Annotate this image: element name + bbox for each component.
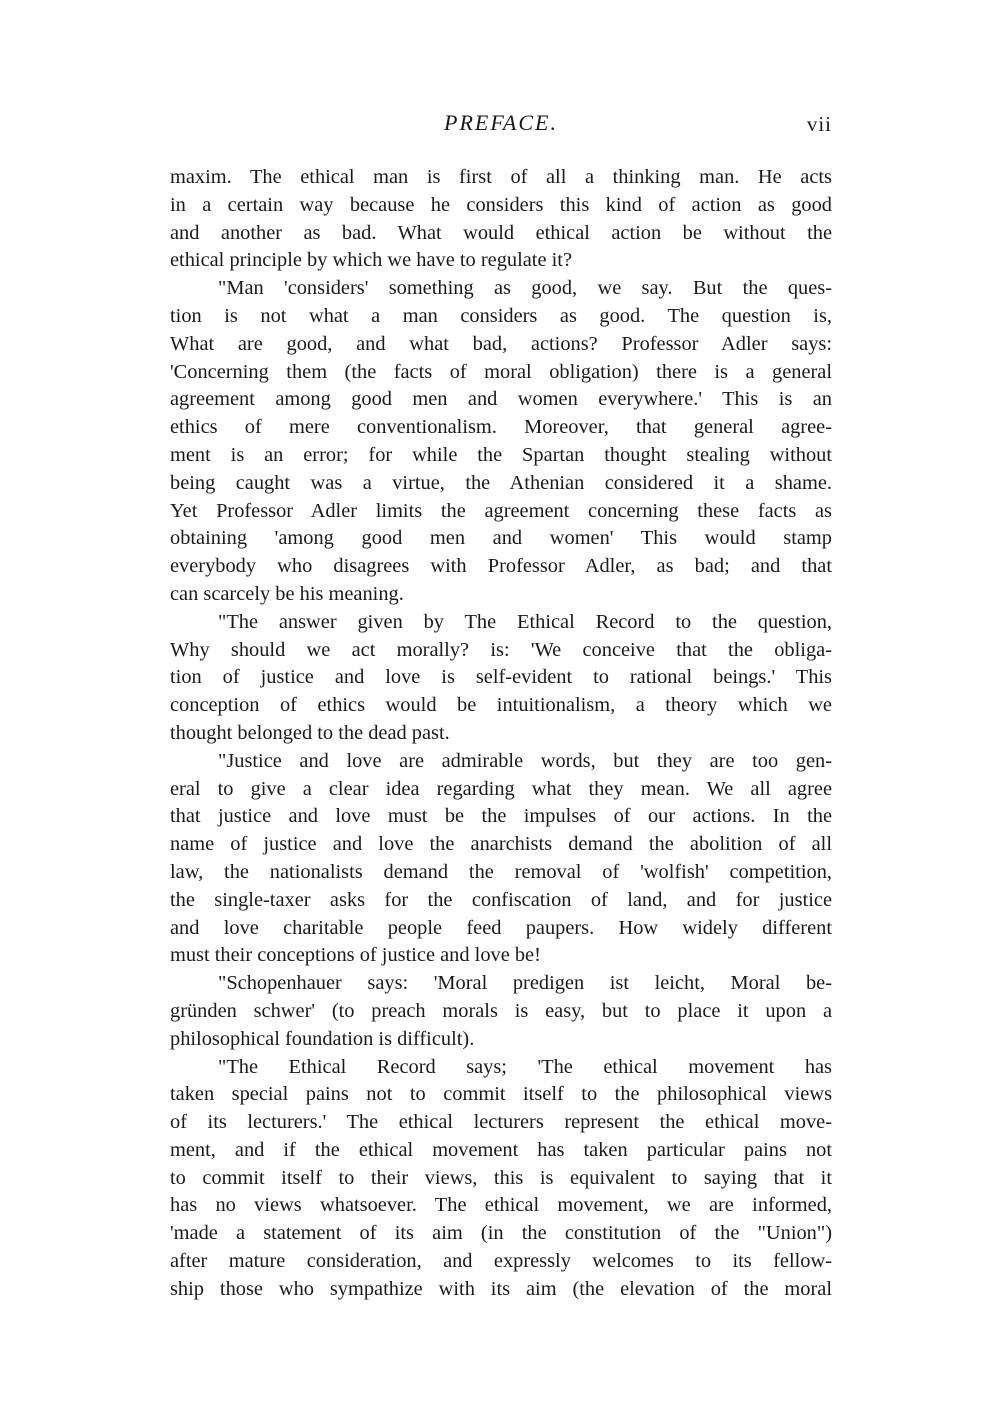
text-line: "Man 'considers' something as good, we say. But the ques- bbox=[218, 277, 832, 300]
text-line: thought belonged to the dead past. bbox=[170, 721, 450, 744]
text-line: ship those who sympathize with its aim (the elevation of the moral bbox=[170, 1277, 832, 1300]
text-line: obtaining 'among good men and women' This would stamp bbox=[170, 527, 832, 550]
text-line: can scarcely be his meaning. bbox=[170, 582, 404, 605]
text-line: ethical principle by which we have to regulate it? bbox=[170, 249, 572, 272]
text-line: name of justice and love the anarchists demand the abolition of all bbox=[170, 833, 832, 856]
text-line: of its lecturers.' The ethical lecturers represent the ethical move- bbox=[170, 1111, 832, 1134]
paragraph bbox=[170, 1054, 832, 1304]
paragraph bbox=[170, 164, 832, 275]
text-line: to commit itself to their views, this is equivalent to saying that it bbox=[170, 1166, 832, 1189]
body-text bbox=[170, 164, 832, 1304]
text-line: Why should we act morally? is: 'We conceive that the obliga- bbox=[170, 638, 832, 661]
text-line: and another as bad. What would ethical action be without the bbox=[170, 221, 832, 244]
text-line: "The answer given by The Ethical Record to the question, bbox=[218, 610, 832, 633]
text-line: What are good, and what bad, actions? Professor Adler says: bbox=[170, 332, 832, 355]
text-line: taken special pains not to commit itself to the philosophical views bbox=[170, 1083, 832, 1106]
paragraph bbox=[170, 748, 832, 970]
text-line: tion of justice and love is self-evident to rational beings.' This bbox=[170, 666, 832, 689]
running-header bbox=[170, 108, 832, 142]
text-line: must their conceptions of justice and love be! bbox=[170, 944, 541, 967]
text-line: and love charitable people feed paupers. How widely different bbox=[170, 916, 832, 939]
text-line: has no views whatsoever. The ethical movement, we are informed, bbox=[170, 1194, 832, 1217]
text-line: in a certain way because he considers this kind of action as good bbox=[170, 193, 832, 216]
text-line: being caught was a virtue, the Athenian considered it a shame. bbox=[170, 471, 832, 494]
text-line: ethics of mere conventionalism. Moreover, that general agree- bbox=[170, 416, 832, 439]
text-line: "Schopenhauer says: 'Moral predigen ist leicht, Moral be- bbox=[218, 972, 832, 995]
paragraph bbox=[170, 609, 832, 748]
text-line: everybody who disagrees with Professor Adler, as bad; and that bbox=[170, 555, 832, 578]
text-line: maxim. The ethical man is first of all a thinking man. He acts bbox=[170, 166, 832, 188]
text-line: philosophical foundation is difficult). bbox=[170, 1027, 475, 1050]
text-line: conception of ethics would be intuitionalism, a theory which we bbox=[170, 694, 832, 717]
page-number: vii bbox=[806, 112, 832, 136]
text-line: gründen schwer' (to preach morals is easy, but to place it upon a bbox=[170, 999, 832, 1022]
running-title: PREFACE. bbox=[444, 110, 558, 135]
text-line: ment, and if the ethical movement has taken particular pains not bbox=[170, 1138, 832, 1161]
text-line: 'made a statement of its aim (in the constitution of the "Union") bbox=[170, 1222, 832, 1245]
text-line: the single-taxer asks for the confiscation of land, and for justice bbox=[170, 888, 832, 911]
text-line: Yet Professor Adler limits the agreement concerning these facts as bbox=[170, 499, 832, 522]
text-line: "Justice and love are admirable words, but they are too gen- bbox=[218, 749, 832, 772]
text-line: "The Ethical Record says; 'The ethical movement has bbox=[218, 1055, 832, 1078]
text-line: law, the nationalists demand the removal of 'wolfish' competition, bbox=[170, 860, 832, 883]
text-line: eral to give a clear idea regarding what they mean. We all agree bbox=[170, 777, 832, 800]
paragraph bbox=[170, 275, 832, 609]
paragraph bbox=[170, 970, 832, 1053]
text-line: 'Concerning them (the facts of moral obligation) there is a general bbox=[170, 360, 832, 383]
text-line: ment is an error; for while the Spartan thought stealing without bbox=[170, 443, 832, 466]
text-line: agreement among good men and women everywhere.' This is an bbox=[170, 388, 832, 411]
text-line: that justice and love must be the impulses of our actions. In the bbox=[170, 805, 832, 828]
text-line: tion is not what a man considers as good. The question is, bbox=[170, 304, 832, 327]
text-line: after mature consideration, and expressly welcomes to its fellow- bbox=[170, 1250, 832, 1273]
